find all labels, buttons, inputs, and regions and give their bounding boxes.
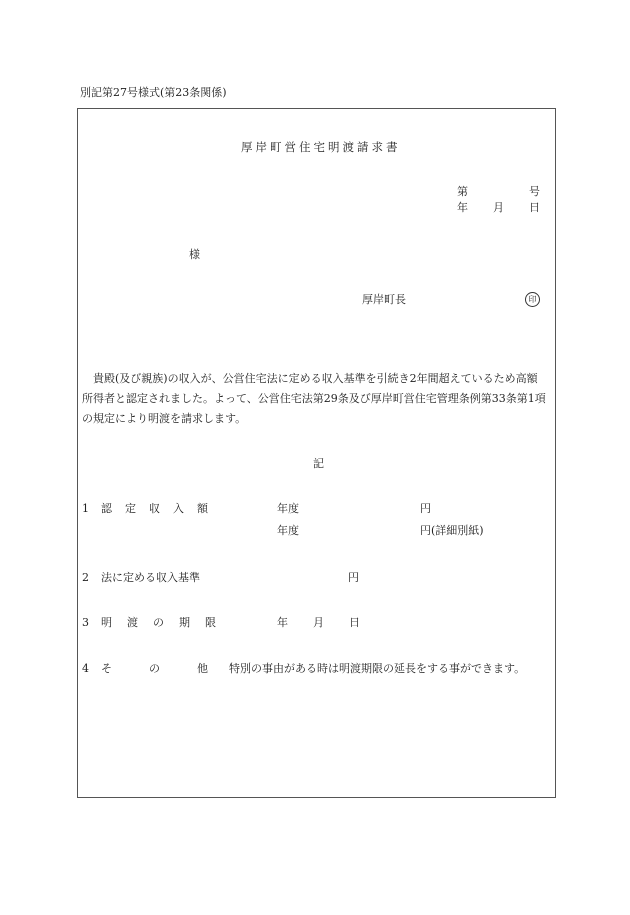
- ki-heading: 記: [313, 457, 324, 470]
- number-prefix: 第: [457, 185, 468, 198]
- date-year: 年: [457, 201, 468, 214]
- deadline-day: 日: [349, 616, 360, 629]
- item-fiscal-year: 年度: [277, 524, 299, 537]
- seal-mark: [525, 292, 540, 307]
- item-number: 3: [82, 616, 89, 629]
- addressee-honorific: 様: [189, 248, 200, 261]
- item-label-part: そ: [101, 662, 112, 675]
- item-label: 法に定める収入基準: [101, 571, 200, 584]
- issuer-name: 厚岸町長: [362, 293, 406, 306]
- item-number: 4: [82, 662, 89, 675]
- item-fiscal-year: 年度: [277, 502, 299, 515]
- item-number: 1: [82, 502, 89, 515]
- seal-icon: 印: [525, 292, 540, 307]
- deadline-year: 年: [277, 616, 288, 629]
- deadline-month: 月: [313, 616, 324, 629]
- date-day: 日: [529, 201, 540, 214]
- body-text: 貴殿(及び親族)の収入が、公営住宅法に定める収入基準を引続き2年間超えているため高額所得者と認定されました。よって、公営住宅法第29条及び厚岸町営住宅管理条例第33条第1項の規定により明渡を請求します。: [82, 372, 546, 425]
- date-month: 月: [493, 201, 504, 214]
- item-label-part: の: [149, 662, 160, 675]
- form-frame: [77, 108, 556, 798]
- number-suffix: 号: [529, 185, 540, 198]
- item-label: 明渡の期限: [101, 616, 231, 629]
- form-label: 別記第27号様式(第23条関係): [80, 86, 227, 99]
- item-label-part: 他: [197, 662, 208, 675]
- document-title: 厚岸町営住宅明渡請求書: [241, 140, 401, 154]
- item-label: 認定収入額: [101, 502, 221, 515]
- item-yen: 円: [348, 571, 359, 584]
- item-yen-detail: 円(詳細別紙): [420, 524, 484, 537]
- item-number: 2: [82, 571, 89, 584]
- item-yen: 円: [420, 502, 431, 515]
- item-text: 特別の事由がある時は明渡期限の延長をする事ができます。: [229, 662, 526, 675]
